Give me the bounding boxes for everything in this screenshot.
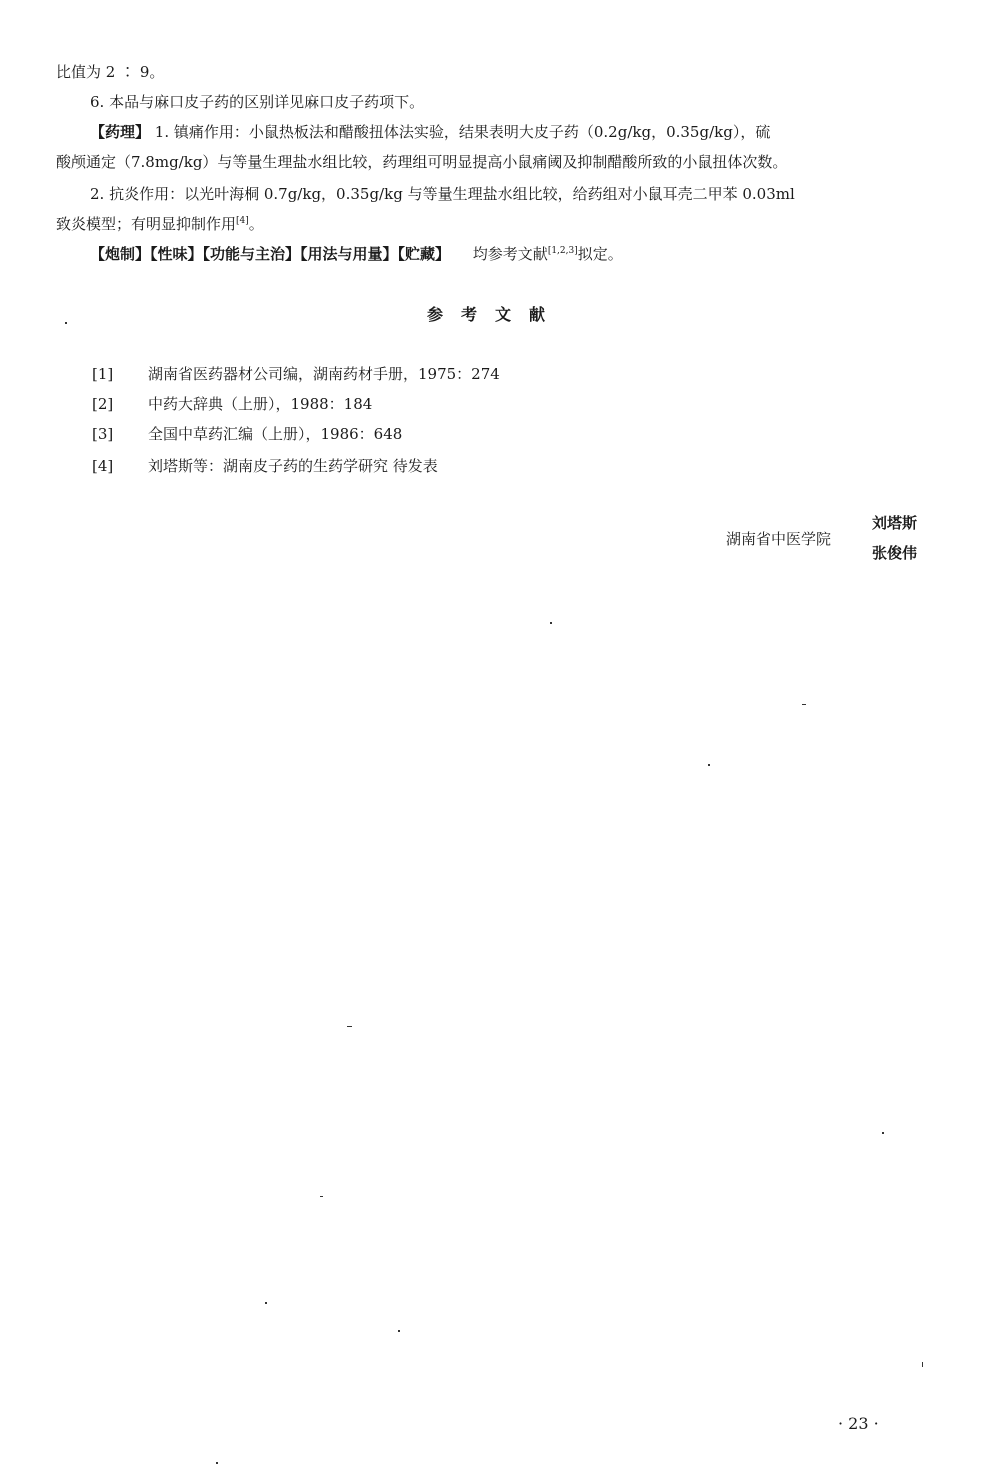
scan-speck <box>65 322 67 324</box>
pharmacology-label: 【药理】 <box>90 123 151 141</box>
reference-item <box>92 456 438 476</box>
body-line-1: 比值为 2 ∶ 9。 <box>56 63 165 81</box>
page-number: · 23 · <box>838 1414 879 1433</box>
reference-text: 全国中草药汇编（上册），1986：648 <box>148 425 403 443</box>
reference-text: 中药大辞典（上册），1988：184 <box>148 395 373 413</box>
references-heading: 参考文献 <box>426 305 563 324</box>
reference-text: 湖南省医药器材公司编，湖南药材手册，1975：274 <box>148 365 500 383</box>
sections-text: 均参考文献 <box>472 245 548 263</box>
citation-marker-2: [1,2,3] <box>547 246 578 256</box>
sections-labels: 【炮制】【性味】【功能与主治】【用法与用量】【贮藏】 <box>90 245 451 263</box>
citation-marker: [4] <box>236 216 249 226</box>
reference-number: [2] <box>92 395 114 413</box>
scan-speck <box>398 1330 400 1332</box>
author-name: 刘塔斯 <box>872 514 918 532</box>
reference-number: [1] <box>92 365 114 383</box>
body-line-2: 6. 本品与麻口皮子药的区别详见麻口皮子药项下。 <box>90 93 425 111</box>
pharmacology-text: 1. 镇痛作用：小鼠热板法和醋酸扭体法实验，结果表明大皮子药（0.2g/kg，0.35g/kg），硫 <box>150 123 771 141</box>
sections-line <box>90 244 936 264</box>
scan-speck <box>922 1362 923 1367</box>
anti-inflammatory-line-2 <box>56 214 936 234</box>
reference-item <box>92 394 372 414</box>
scan-speck <box>550 622 552 624</box>
scan-speck <box>708 764 710 766</box>
reference-item <box>92 364 500 384</box>
author-affiliation: 湖南省中医学院 <box>726 530 832 548</box>
scan-speck <box>347 1026 352 1027</box>
scan-speck <box>320 1196 323 1197</box>
reference-item <box>92 424 402 444</box>
anti-inflammatory-text: 致炎模型；有明显抑制作用 <box>56 215 237 233</box>
pharmacology-paragraph-line-2: 酸颅通定（7.8mg/kg）与等量生理盐水组比较，药理组可明显提高小鼠痛阈及抑制醋酸所致的小鼠扭体次数。 <box>56 153 788 171</box>
scan-speck <box>265 1302 267 1304</box>
reference-number: [3] <box>92 425 114 443</box>
scan-speck <box>882 1132 884 1134</box>
anti-inflammatory-line-1: 2. 抗炎作用：以光叶海桐 0.7g/kg，0.35g/kg 与等量生理盐水组比较，给药组对小鼠耳壳二甲苯 0.03ml <box>90 185 795 203</box>
scan-speck <box>802 704 806 705</box>
sections-end: 拟定。 <box>577 245 623 263</box>
author-name: 张俊伟 <box>872 544 918 562</box>
scan-speck <box>216 1462 218 1464</box>
reference-text: 刘塔斯等：湖南皮子药的生药学研究 待发表 <box>148 457 438 475</box>
reference-number: [4] <box>92 457 114 475</box>
period: 。 <box>248 215 264 233</box>
pharmacology-paragraph-line-1 <box>90 122 936 142</box>
